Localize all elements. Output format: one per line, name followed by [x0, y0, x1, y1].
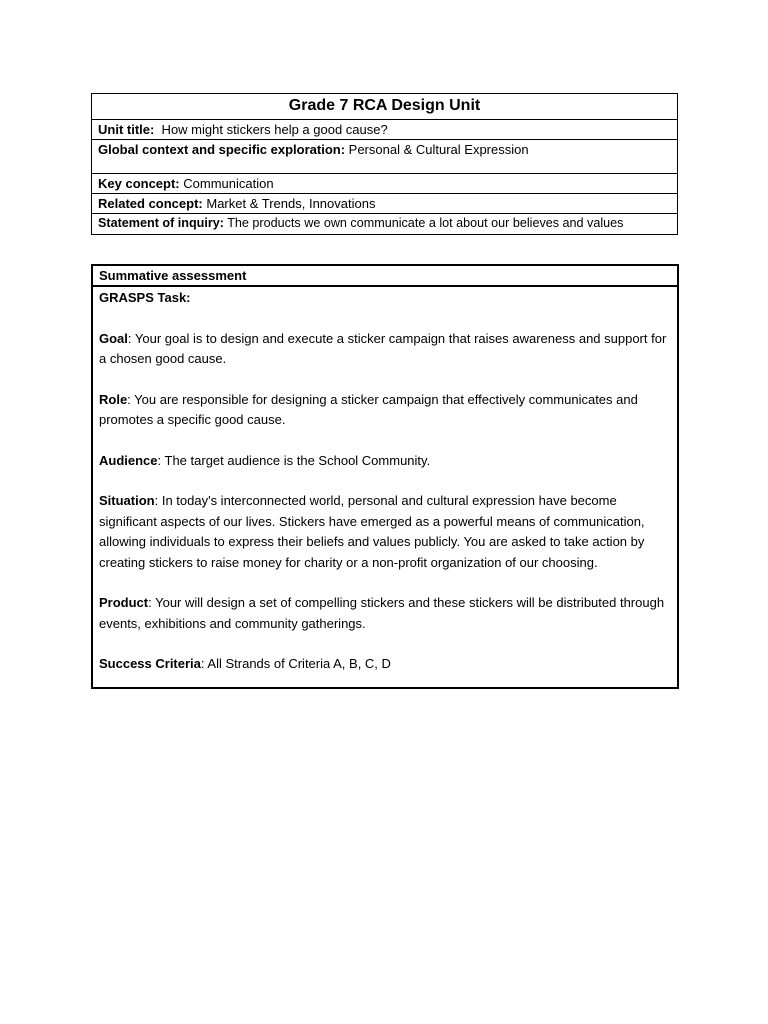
grasps-task-body [93, 287, 677, 675]
key-concept-value: Communication [179, 176, 274, 191]
grasps-task-label: GRASPS Task: [99, 290, 191, 305]
statement-of-inquiry-row [92, 214, 677, 234]
goal-text: : Your goal is to design and execute a sticker campaign that raises awareness and support for a chosen good cause. [99, 330, 667, 366]
unit-title-row [92, 120, 677, 140]
product-text: : Your will design a set of compelling stickers and these stickers will be distributed through events, exhibitions and community gatherings. [99, 595, 665, 631]
unit-title-value: How might stickers help a good cause? [154, 122, 388, 137]
goal-paragraph [99, 329, 671, 370]
global-context-label: Global context and specific exploration: [98, 142, 346, 157]
product-paragraph [99, 593, 671, 634]
global-context-row [92, 140, 677, 174]
statement-of-inquiry-value: The products we own communicate a lot about our believes and values [223, 216, 624, 230]
role-paragraph [99, 390, 671, 431]
key-concept-label: Key concept: [98, 176, 180, 191]
summative-assessment-table [91, 264, 679, 689]
unit-table-title: Grade 7 RCA Design Unit [92, 94, 677, 120]
audience-label: Audience [99, 452, 158, 468]
success-criteria-paragraph [99, 654, 671, 675]
audience-paragraph [99, 451, 671, 472]
situation-paragraph [99, 491, 671, 573]
summative-assessment-header: Summative assessment [93, 266, 677, 287]
role-text: : You are responsible for designing a sticker campaign that effectively communicates and promotes a specific good cause. [99, 391, 638, 427]
audience-text: : The target audience is the School Community. [157, 452, 431, 468]
related-concept-value: Market & Trends, Innovations [202, 196, 376, 211]
situation-label: Situation [99, 493, 155, 508]
key-concept-row [92, 174, 677, 194]
success-criteria-label: Success Criteria [99, 656, 201, 671]
goal-label: Goal [99, 330, 128, 346]
statement-of-inquiry-label: Statement of inquiry: [98, 216, 224, 230]
success-criteria-text: : All Strands of Criteria A, B, C, D [200, 656, 391, 671]
unit-info-table [91, 93, 678, 235]
role-label: Role [99, 391, 128, 407]
product-label: Product [99, 595, 149, 610]
situation-text: : In today's interconnected world, personal and cultural expression have become significant aspects of our lives. Stickers have emerged as a powerful means of communication, allowing individuals to express their beliefs and values publicly. You are asked to take action by creating stickers to raise money for charity or a non-profit organization of our choosing. [99, 493, 645, 570]
unit-title-label: Unit title: [98, 122, 155, 137]
global-context-value: Personal & Cultural Expression [345, 142, 529, 157]
related-concept-row [92, 194, 677, 214]
related-concept-label: Related concept: [98, 196, 203, 211]
